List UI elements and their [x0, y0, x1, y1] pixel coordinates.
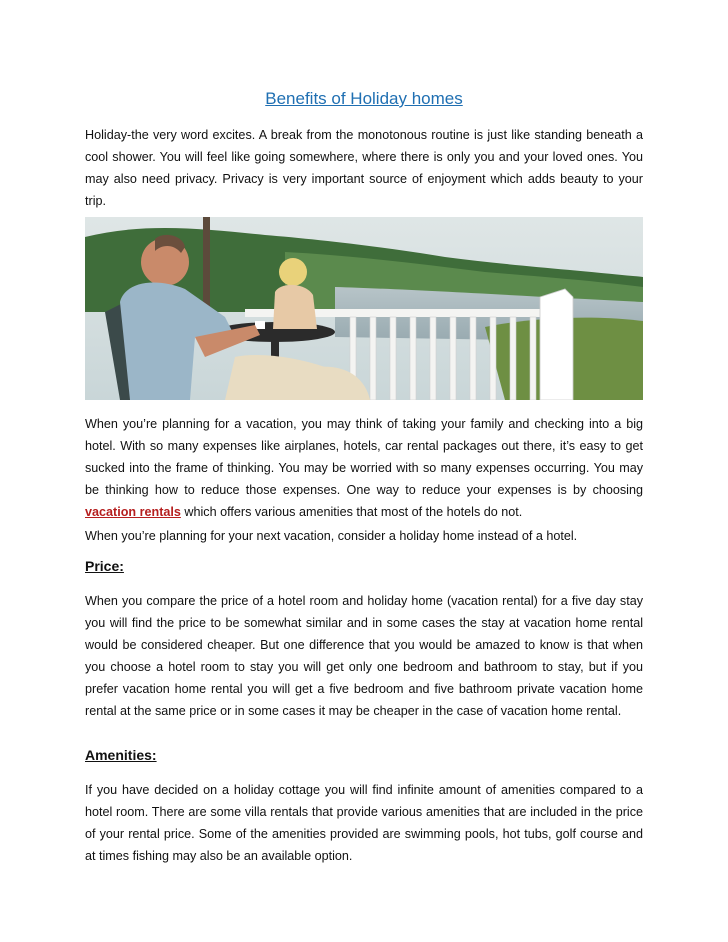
- amenities-heading: Amenities:: [85, 747, 157, 763]
- price-paragraph: When you compare the price of a hotel room and holiday home (vacation rental) for a five day stay you will find the price to be somewhat similar and in some cases the stay at vacation home rental would be considered cheaper. But one difference that you would be amazed to know is that when you choose a hotel room to stay you will get only one bedroom and bathroom to stay, but if you prefer vacation home rental you will get a five bedroom and five bathroom private vacation home rental at the same price or in some cases it may be cheaper in the case of vacation home rental.: [85, 594, 643, 718]
- document-title: Benefits of Holiday homes: [265, 89, 463, 108]
- amenities-paragraph: If you have decided on a holiday cottage you will find infinite amount of amenities compared to a hotel room. There are some villa rentals that provide various amenities that are included in the price of your rental price. Some of the amenities provided are swimming pools, hot tubs, golf course and at times fishing may also be an available option.: [85, 783, 643, 863]
- price-heading: Price:: [85, 558, 124, 574]
- consider-paragraph: When you’re planning for your next vacation, consider a holiday home instead of a hotel.: [85, 529, 578, 543]
- planning-text-start: When you’re planning for a vacation, you may think of taking your family and checking into a big hotel. With so many expenses like airplanes, hotels, car rental packages out there, it’s easy to get sucked into the frame of thinking. You may be worried with so many expenses occurring. You may be thinking how to reduce those expenses. One way to reduce your expenses is by choosing: [85, 417, 643, 497]
- planning-text-end: which offers various amenities that most of the hotels do not.: [180, 505, 523, 519]
- holiday-photo: [85, 217, 643, 400]
- intro-paragraph: Holiday-the very word excites. A break from the monotonous routine is just like standing beneath a cool shower. You will feel like going somewhere, where there is only you and your loved ones. You may also need privacy. Privacy is very important source of enjoyment which adds beauty to your trip.: [85, 128, 643, 208]
- vacation-rentals-link[interactable]: vacation rentals: [85, 505, 181, 519]
- planning-paragraph: [85, 413, 643, 523]
